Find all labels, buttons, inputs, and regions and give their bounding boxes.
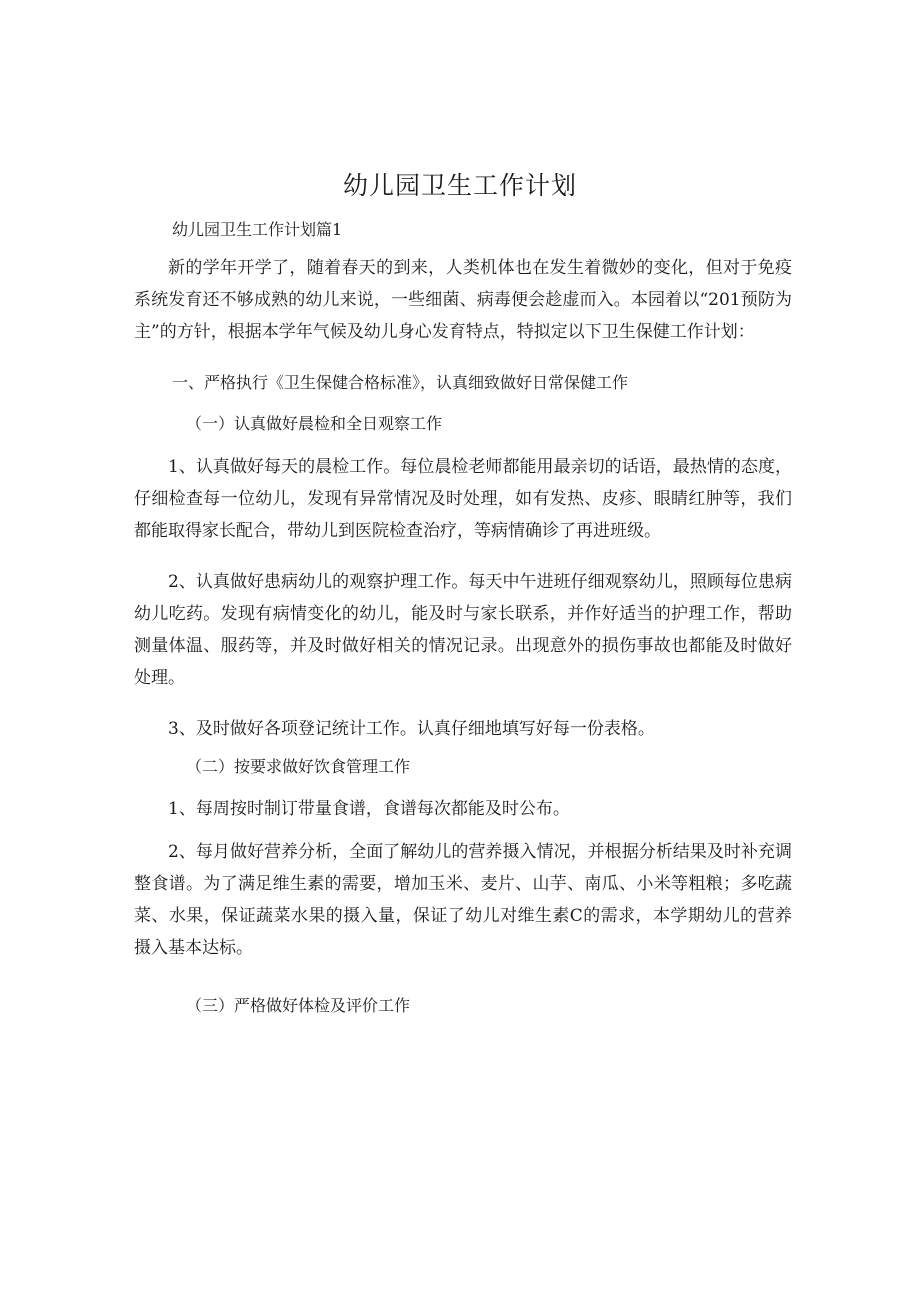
subsection-heading-3: （三）严格做好体检及评价工作	[186, 996, 411, 1015]
paragraph-item-1-3: 3、及时做好各项登记统计工作。认真仔细地填写好每一份表格。	[168, 719, 655, 739]
paragraph-item-1-2: 2、认真做好患病幼儿的观察护理工作。每天中午进班仔细观察幼儿，照顾每位患病幼儿吃药。发现有病情变化的幼儿，能及时与家长联系，并作好适当的护理工作，帮助测量体温、服药等，并及时做好相关的情况记录。出现意外的损伤事故也都能及时做好处理。	[134, 572, 792, 688]
subsection-heading-2: （二）按要求做好饮食管理工作	[186, 757, 411, 776]
paragraph-item-2-2: 2、每月做好营养分析，全面了解幼儿的营养摄入情况，并根据分析结果及时补充调整食谱。为了满足维生素的需要，增加玉米、麦片、山芋、南瓜、小米等粗粮；多吃蔬菜、水果，保证蔬菜水果的摄入量，保证了幼儿对维生素C的需求，本学期幼儿的营养摄入基本达标。	[134, 842, 792, 958]
document-title: 幼儿园卫生工作计划	[342, 171, 577, 200]
paragraph-item-2-1: 1、每周按时制订带量食谱，食谱每次都能及时公布。	[168, 799, 570, 819]
document-subtitle: 幼儿园卫生工作计划篇1	[172, 220, 343, 239]
section-heading-1: 一、严格执行《卫生保健合格标准》，认真细致做好日常保健工作	[172, 373, 629, 392]
intro-paragraph: 新的学年开学了，随着春天的到来，人类机体也在发生着微妙的变化，但对于免疫系统发育还不够成熟的幼儿来说，一些细菌、病毒便会趁虚而入。本园着以“201预防为主”的方针，根据本学年气候及幼儿身心发育特点，特拟定以下卫生保健工作计划：	[134, 258, 792, 342]
paragraph-item-1-1: 1、认真做好每天的晨检工作。每位晨检老师都能用最亲切的话语，最热情的态度，仔细检查每一位幼儿，发现有异常情况及时处理，如有发热、皮疹、眼睛红肿等，我们都能取得家长配合，带幼儿到医院检查治疗，等病情确诊了再进班级。	[134, 457, 792, 541]
subsection-heading-1: （一）认真做好晨检和全日观察工作	[186, 414, 443, 433]
